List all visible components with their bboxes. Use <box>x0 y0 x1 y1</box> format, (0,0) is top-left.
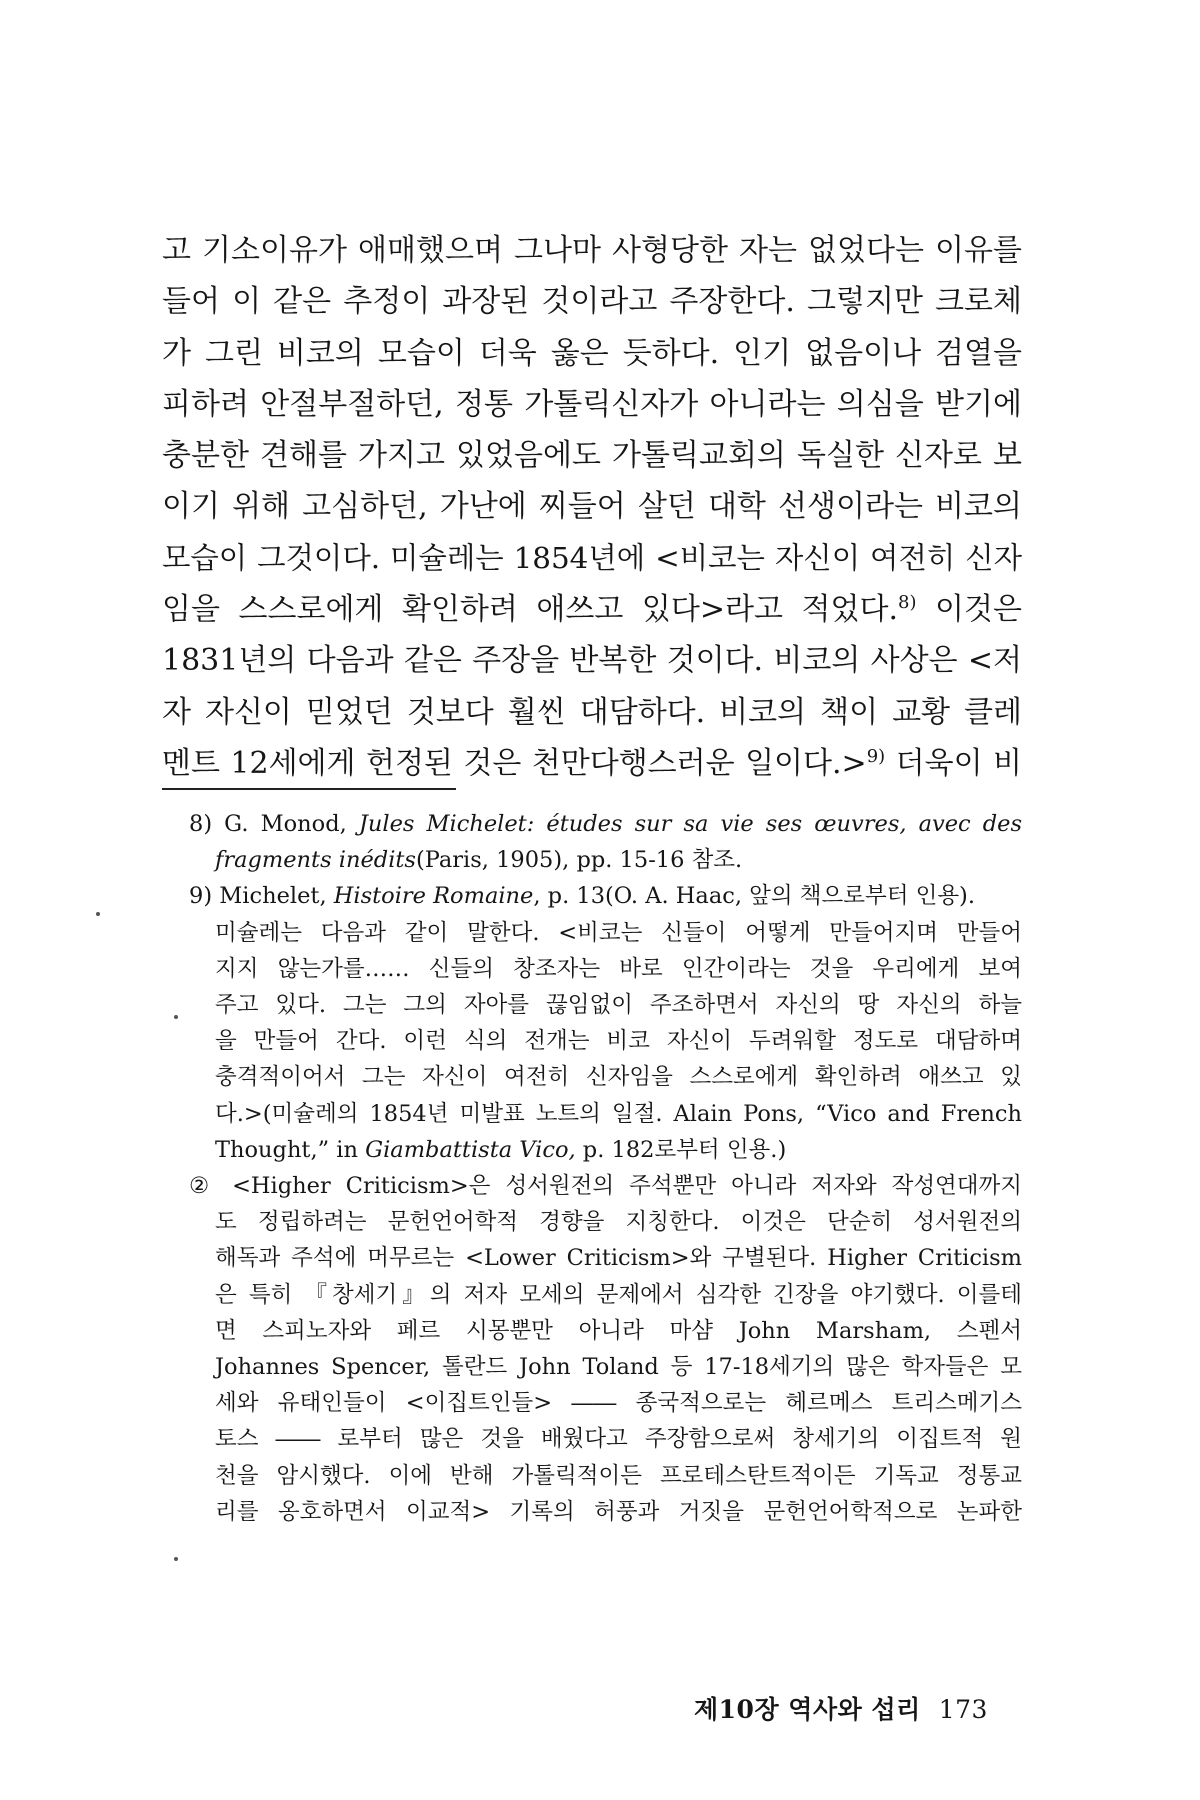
note-2-line: 은 특히 『창세기』의 저자 모세의 문제에서 심각한 긴장을 야기했다. 이를테 <box>215 1281 1022 1308</box>
footnote-9-line: 다.>(미슐레의 1854년 미발표 노트의 일절. Alain Pons, “Vico and French <box>215 1100 1022 1127</box>
scan-speck <box>174 1015 178 1019</box>
footnote-9-line <box>162 878 1022 914</box>
body-line <box>162 584 1022 635</box>
footnote-separator <box>162 788 456 790</box>
footnote-9-line: 주고 있다. 그는 그의 자아를 끊임없이 주조하면서 자신의 땅 자신의 하늘 <box>215 992 1022 1019</box>
footnote-9-text: Thought,” in <box>215 1136 366 1163</box>
footnote-8-line <box>162 806 1022 842</box>
footnote-8-title: Jules Michelet: études sur sa vie ses œuvres, avec des <box>358 811 1022 837</box>
footnote-9-text: p. 182로부터 인용.) <box>575 1136 787 1163</box>
body-line <box>162 738 1022 789</box>
footnote-9-line: 미슐레는 다음과 같이 말한다. <비코는 신들이 어떻게 만들어지며 만들어 <box>215 919 1022 946</box>
body-line-tail: 더욱이 비 <box>885 745 1022 781</box>
note-2-line: 해독과 주석에 머무르는 <Lower Criticism>와 구별된다. Higher Criticism <box>215 1245 1022 1272</box>
footnote-9-author: 9) Michelet, <box>189 883 334 910</box>
footnote-8-line <box>162 842 1022 878</box>
footnote-ref-9[interactable]: 9) <box>866 745 886 767</box>
body-line-text: 멘트 12세에게 헌정된 것은 천만다행스러운 일이다.> <box>162 745 867 781</box>
body-line-text: 임을 스스로에게 확인하려 애쓰고 있다>라고 적었다. <box>162 592 899 628</box>
scan-speck <box>174 1557 178 1561</box>
body-line: 가 그린 비코의 모습이 더욱 옳은 듯하다. 인기 없음이나 검열을 <box>162 335 1022 371</box>
body-line: 이기 위해 고심하던, 가난에 찌들어 살던 대학 선생이라는 비코의 <box>162 489 1022 525</box>
body-line-tail: 이것은 <box>916 592 1022 628</box>
note-2-line: 리를 옹호하면서 이교적> 기록의 허풍과 거짓을 문헌언어학적으로 논파한 <box>215 1498 1022 1525</box>
body-line: 1831년의 다음과 같은 주장을 반복한 것이다. 비코의 사상은 <저 <box>162 643 1022 679</box>
body-line: 자 자신이 믿었던 것보다 훨씬 대담하다. 비코의 책이 교황 클레 <box>162 694 1022 730</box>
body-line: 충분한 견해를 가지고 있었음에도 가톨릭교회의 독실한 신자로 보 <box>162 438 1022 474</box>
note-2-line: 천을 암시했다. 이에 반해 가톨릭적이든 프로테스탄트적이든 기독교 정통교 <box>215 1462 1022 1489</box>
footnote-9-line: 충격적이어서 그는 자신이 여전히 신자임을 스스로에게 확인하려 애쓰고 있 <box>215 1064 1022 1091</box>
page-footer <box>694 1690 988 1726</box>
footnote-8-author: 8) G. Monod, <box>189 811 359 837</box>
body-line: 피하려 안절부절하던, 정통 가톨릭신자가 아니라는 의심을 받기에 <box>162 386 1022 422</box>
note-2-line: 도 정립하려는 문헌언어학적 경향을 지칭한다. 이것은 단순히 성서원전의 <box>215 1209 1022 1236</box>
running-footer-chapter: 제10장 역사와 섭리 <box>694 1695 921 1724</box>
body-line: 모습이 그것이다. 미슐레는 1854년에 <비코는 자신이 여전히 신자 <box>162 540 1022 575</box>
footnote-9-line: 지지 않는가를…… 신들의 창조자는 바로 인간이라는 것을 우리에게 보여 <box>215 955 1022 982</box>
main-body-text <box>162 225 1022 789</box>
footnotes <box>162 806 1022 1530</box>
scan-speck <box>96 912 100 916</box>
footnote-ref-8[interactable]: 8) <box>898 592 917 614</box>
footnote-8-pub: (Paris, 1905), pp. 15-16 참조. <box>415 847 743 874</box>
body-line: 고 기소이유가 애매했으며 그나마 사형당한 자는 없었다는 이유를 <box>162 233 1022 268</box>
body-line: 들어 이 같은 추정이 과장된 것이라고 주장한다. 그렇지만 크로체 <box>162 284 1022 320</box>
footnote-9-title: Histoire Romaine <box>333 883 534 910</box>
note-2-line: Johannes Spencer, 톨란드 John Toland 등 17-18세기의 많은 학자들은 모 <box>215 1354 1022 1381</box>
note-2-line: 면 스피노자와 페르 시몽뿐만 아니라 마샴 John Marsham, 스펜서 <box>215 1317 1022 1344</box>
note-2-line: 토스 ―― 로부터 많은 것을 배웠다고 주장함으로써 창세기의 이집트적 원 <box>215 1426 1022 1453</box>
note-2-line: ② <Higher Criticism>은 성서원전의 주석뿐만 아니라 저자와 작성연대까지 <box>189 1173 1022 1200</box>
footnote-9-book: Giambattista Vico, <box>365 1136 576 1163</box>
note-2-line: 세와 유태인들이 <이집트인들> ―― 종국적으로는 헤르메스 트리스메기스 <box>215 1390 1022 1417</box>
page-number: 173 <box>938 1695 988 1724</box>
footnote-9-pub: , p. 13(O. A. Haac, 앞의 책으로부터 인용). <box>533 883 975 910</box>
footnote-9-line: 을 만들어 간다. 이런 식의 전개는 비코 자신이 두려워할 정도로 대담하며 <box>215 1028 1022 1055</box>
footnote-8-title-cont: fragments inédits <box>215 847 416 874</box>
footnote-9-line <box>162 1132 1022 1168</box>
